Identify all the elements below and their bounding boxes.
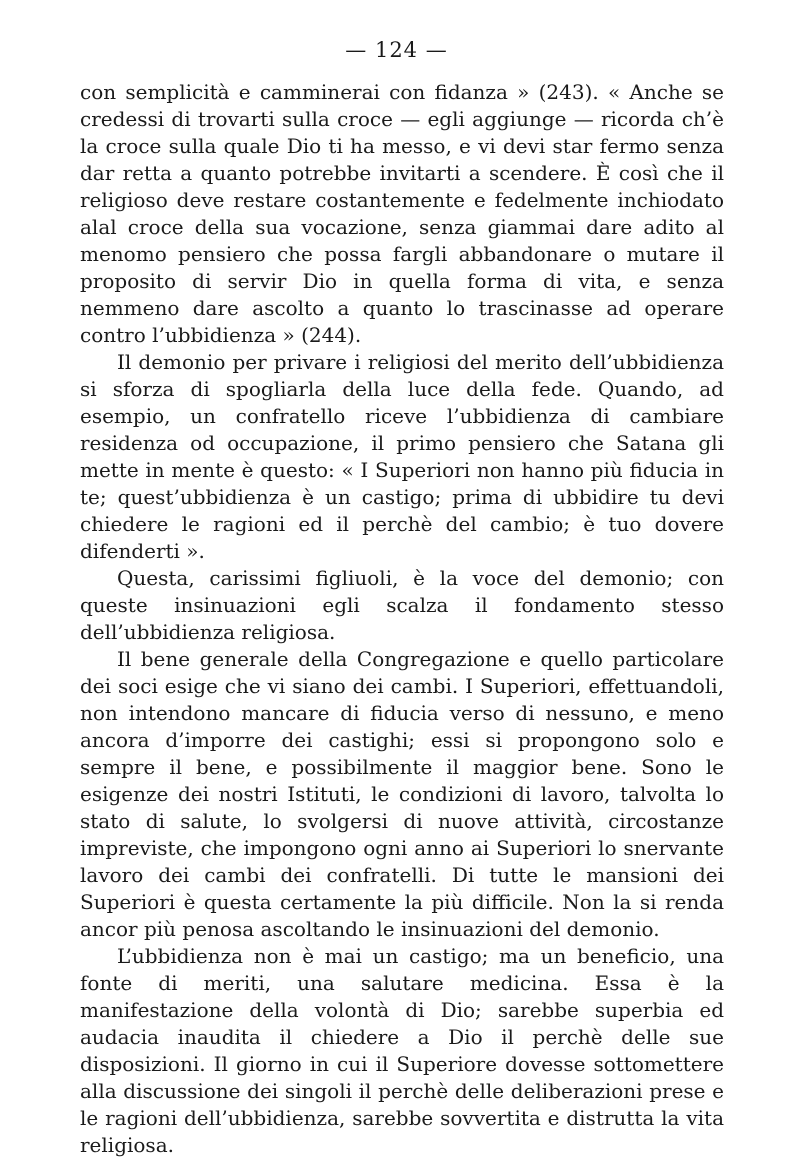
body-text — [80, 79, 724, 1159]
paragraph-voce-demonio: Questa, carissimi figliuoli, è la voce del demonio; con queste insinuazioni egli scalza il fondamento stesso dell’ubbidienza religiosa. — [80, 566, 724, 644]
paragraph-ubbidienza-beneficio: L’ubbidienza non è mai un castigo; ma un beneficio, una fonte di meriti, una salutare medicina. Essa è la manifestazione della volontà di Dio; sarebbe superbia ed audacia inaudita il chiedere a Dio il perchè delle sue disposizioni. Il giorno in cui il Superiore dovesse sottomettere alla discussione dei singoli il perchè delle deliberazioni prese e le ragioni dell’ubbidienza, sarebbe sovvertita e distrutta la vita religiosa. — [80, 944, 724, 1157]
paragraph-demonio: Il demonio per privare i religiosi del merito dell’ubbidienza si sforza di spogliarla della luce della fede. Quando, ad esempio, un confratello riceve l’ubbidienza di cambiare residenza od occupazione, il primo pensiero che Satana gli mette in mente è questo: « I Superiori non hanno più fiducia in te; quest’ubbidienza è un castigo; prima di ubbidire tu devi chiedere le ragioni ed il perchè del cambio; è tuo dovere difenderti ». — [80, 350, 724, 563]
paragraph-continued: con semplicità e camminerai con fidanza » (243). « Anche se credessi di trovarti sulla croce — egli aggiunge — ricorda ch’è la croce sulla quale Dio ti ha messo, e vi devi star fermo senza dar retta a quanto potrebbe invitarti a scendere. È così che il religioso deve restare costantemente e fedelmente inchiodato alal croce della sua vocazione, senza giammai dare adito al menomo pensiero che possa fargli abbandonare o mutare il proposito di servir Dio in quella forma di vita, e senza nemmeno dare ascolto a quanto lo trascinasse ad operare contro l’ubbidienza » (244). — [80, 80, 724, 347]
paragraph-bene-generale: Il bene generale della Congregazione e quello particolare dei soci esige che vi siano dei cambi. I Superiori, effettuandoli, non intendono mancare di fiducia verso di nessuno, e meno ancora d’imporre dei castighi; essi si propongono solo e sempre il bene, e possibilmente il maggior bene. Sono le esigenze dei nostri Istituti, le condizioni di lavoro, talvolta lo stato di salute, lo svolgersi di nuove attività, circostanze impreviste, che impongono ogni anno ai Superiori lo snervante lavoro dei cambi dei confratelli. Di tutte le mansioni dei Superiori è questa certamente la più difficile. Non la si renda ancor più penosa ascoltando le insinuazioni del demonio. — [80, 647, 724, 941]
page-number: — 124 — — [345, 38, 448, 62]
